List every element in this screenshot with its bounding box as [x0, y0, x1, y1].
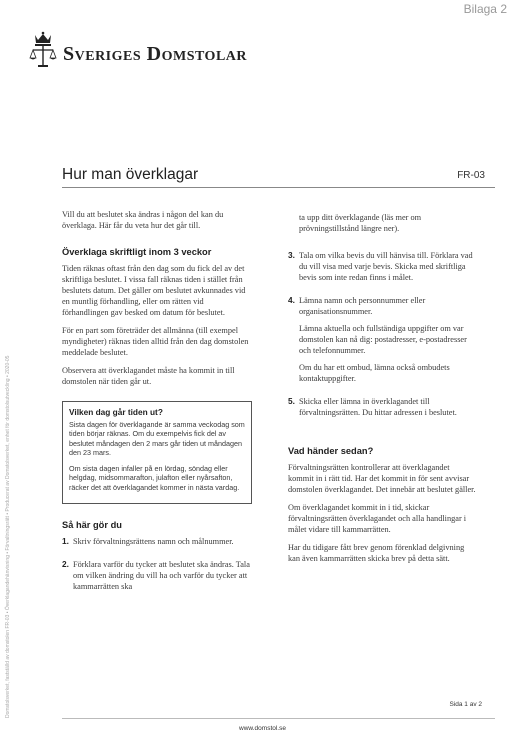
- intro-text: Vill du att beslutet ska ändras i någon del kan du överklaga. Här får du veta hur det går till.: [62, 210, 224, 230]
- document-number: FR-03: [457, 170, 485, 181]
- section-heading-howto: Så här gör du: [62, 520, 122, 530]
- list-number: 1.: [62, 536, 69, 546]
- footer-divider: [62, 718, 495, 719]
- paragraph: Förvaltningsrätten kontrollerar att överklagandet kommit in i rätt tid. Har det kommit in för sent avvisar domstolen överklagandet. Det innebär att beslutet gäller.: [288, 463, 476, 494]
- paragraph: För en part som företräder det allmänna (till exempel myndigheter) räknas tiden alltid från den dag domstolen meddelade beslutet.: [62, 326, 249, 357]
- info-box: [62, 401, 252, 504]
- list-number: 3.: [288, 250, 295, 260]
- list-item: [62, 559, 252, 598]
- list-item-text: Skriv förvaltningsrättens namn och målnummer.: [73, 537, 234, 546]
- left-column: [62, 209, 252, 604]
- list-item-text: Lämna namn och personnummer eller organisationsnummer.: [299, 296, 426, 316]
- paragraph: Har du tidigare fått brev genom förenklad delgivning kan även kammarrätten skicka brev på detta sätt.: [288, 543, 465, 563]
- list-item-text: Lämna aktuella och fullständiga uppgifter om var domstolen kan nå dig: postadresser, e-postadresser och telefonnummer.: [299, 324, 467, 355]
- appendix-label: Bilaga 2: [463, 2, 507, 16]
- paragraph: Om överklagandet kommit in i tid, skickar förvaltningsrätten överklagandet och alla handlingar i målet vidare till kammarrätten.: [288, 503, 467, 534]
- list-item-text: Om du har ett ombud, lämna också ombudets kontaktuppgifter.: [299, 363, 450, 383]
- list-number: 4.: [288, 295, 295, 305]
- crown-scales-logo-icon: [29, 31, 57, 71]
- list-number: 2.: [62, 559, 69, 569]
- list-item-text: Skicka eller lämna in överklagandet till förvaltningsrätten. Du hittar adressen i beslutet.: [299, 397, 457, 417]
- right-column: [288, 212, 476, 571]
- list-item-text: Förklara varför du tycker att beslutet ska ändras. Tala om vilken ändring du vill ha och varför du tycker att kammarrätten ska: [73, 560, 250, 591]
- list-item: [288, 250, 476, 289]
- section-heading-next: Vad händer sedan?: [288, 446, 374, 456]
- info-box-text: Sista dagen för överklagande är samma veckodag som tiden börjar räknas. Om du exempelvis fick del av beslutet måndagen den 2 mars går tiden ut måndagen den 23 mars.: [69, 419, 245, 457]
- paragraph: Tiden räknas oftast från den dag som du fick del av det skriftliga beslutet. I vissa fall räknas tiden i stället från beslutets datum. Det gäller om beslutet avkunnades vid en muntlig förhandling, eller om rätten vid förhandlingen gav besked om datum för beslutet.: [62, 264, 246, 317]
- list-item-text: ta upp ditt överklagande (läs mer om prövningstillstånd längre ner).: [299, 213, 422, 233]
- page-number: Sida 1 av 2: [449, 701, 482, 708]
- list-item: [288, 295, 476, 390]
- footer-url: www.domstol.se: [239, 725, 286, 732]
- side-margin-text: Domstolsverket, fastställd av domstolen FR-03 • Överklagandehänvisning • Förvaltningsrätt • Producerat av Domstolsverket, enhet för domstolsutveckling • 2020-05: [5, 355, 11, 718]
- list-item: [288, 396, 476, 424]
- list-number: 5.: [288, 396, 295, 406]
- list-item: [62, 536, 252, 553]
- section-heading-deadline: Överklaga skriftligt inom 3 veckor: [62, 247, 212, 257]
- info-box-heading: Vilken dag går tiden ut?: [69, 407, 163, 417]
- list-item-continued: [288, 212, 476, 244]
- brand-name: Sveriges Domstolar: [63, 43, 248, 65]
- info-box-text: Om sista dagen infaller på en lördag, söndag eller helgdag, midsommarafton, julafton eller nyårsafton, räcker det att överklagandet kommer in nästa vardag.: [69, 463, 240, 492]
- page-title: Hur man överklagar: [62, 166, 199, 183]
- title-divider: [62, 187, 495, 188]
- list-item-text: Tala om vilka bevis du vill hänvisa till. Förklara vad du vill visa med varje bevis. Skicka med skriftliga bevis som inte redan finns i målet.: [299, 251, 473, 282]
- paragraph: Observera att överklagandet måste ha kommit in till domstolen när tiden går ut.: [62, 366, 235, 386]
